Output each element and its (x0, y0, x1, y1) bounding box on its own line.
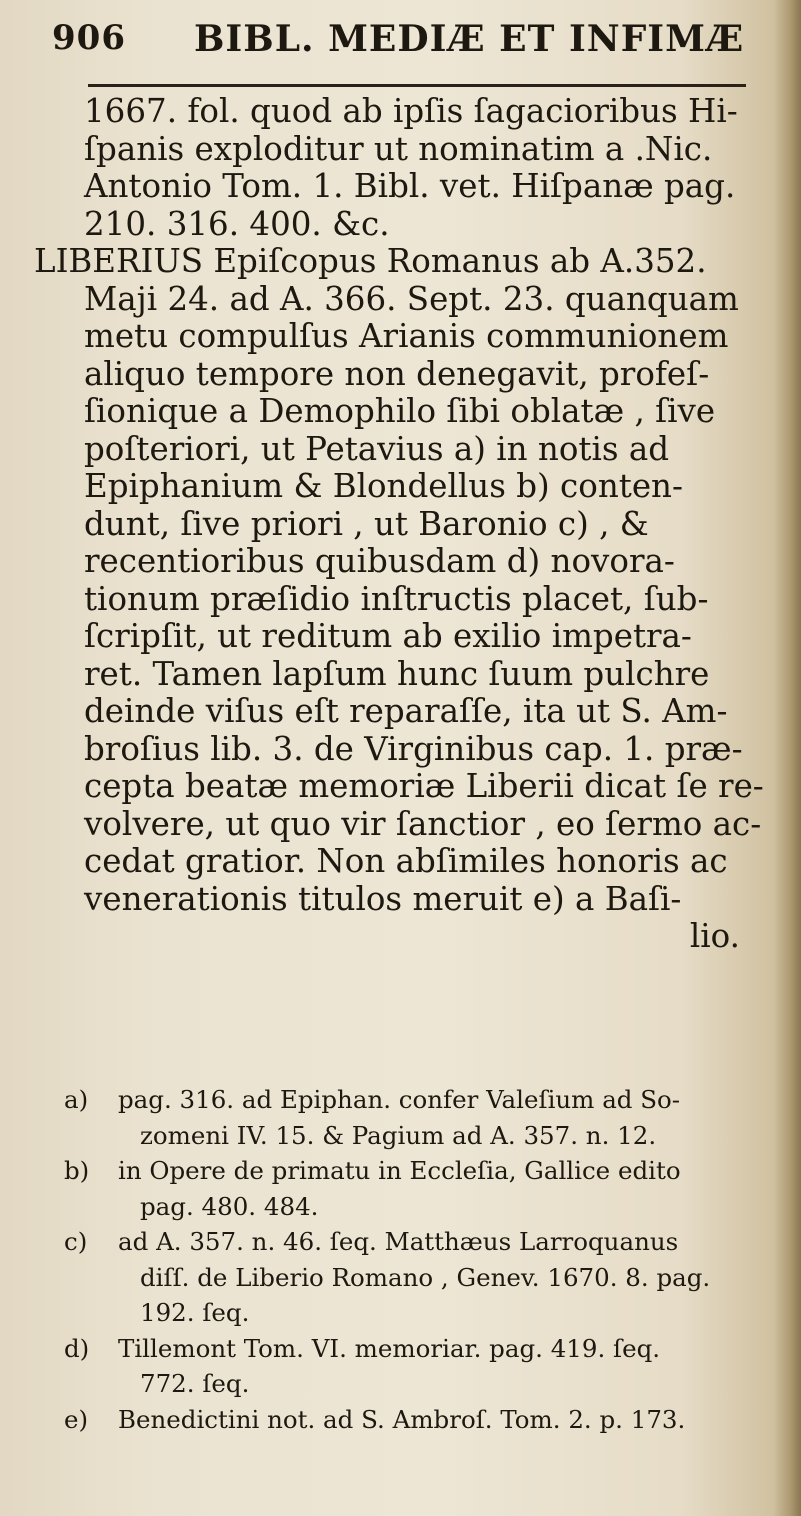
text-line: volvere, ut quo vir ſanctior , eo ſermo ac- (84, 804, 762, 843)
footnote-e (64, 1402, 764, 1438)
text-line: ſpanis exploditur ut nominatim a .Nic. (84, 129, 713, 168)
footnote-text: zomeni IV. 15. & Pagium ad A. 357. n. 12. (140, 1120, 657, 1150)
footnote-text: in Opere de primatu in Eccleſia, Gallice edito (118, 1156, 681, 1185)
text-line: 1667. fol. quod ab ipſis ſagacioribus Hi- (84, 92, 738, 130)
text-line-final: lio. (689, 917, 740, 955)
footnote-label: e) (64, 1404, 89, 1434)
header-rule (88, 84, 746, 87)
footnote-label: a) (64, 1085, 89, 1114)
page-edge-shadow (773, 0, 801, 1516)
footnote-a (64, 1082, 764, 1118)
footnotes (64, 1082, 764, 1437)
footnote-label: c) (64, 1227, 88, 1256)
text-line: deinde viſus eſt reparaſſe, ita ut S. Am- (84, 692, 728, 730)
footnote-label: d) (64, 1333, 90, 1363)
footnote-text: Tillemont Tom. VI. memoriar. pag. 419. ſeq. (118, 1333, 661, 1363)
footnote-d (64, 1331, 764, 1367)
footnote-text: diſſ. de Liberio Romano , Genev. 1670. 8. pag. (140, 1262, 711, 1292)
footnote-text: 192. ſeq. (140, 1298, 250, 1327)
page-number: 906 (52, 18, 126, 58)
text-line: ſionique a Demophilo ſibi oblatæ , ſive (84, 392, 716, 430)
text-line: ret. Tamen lapſum hunc ſuum pulchre (84, 654, 710, 693)
text-line: venerationis titulos meruit e) a Baſi- (84, 879, 682, 918)
text-line: dunt, ſive priori , ut Baronio c) , & (84, 504, 649, 543)
text-line: poſteriori, ut Petavius a) in notis ad (84, 429, 670, 468)
text-line: 210. 316. 400. &c. (84, 204, 390, 243)
footnote-text: pag. 480. 484. (140, 1191, 319, 1221)
text-line: broſius lib. 3. de Virginibus cap. 1. præ- (84, 729, 743, 768)
footnote-text: pag. 316. ad Epiphan. confer Valeſium ad So- (118, 1085, 681, 1114)
footnote-b (64, 1153, 764, 1189)
footnote-text: 772. ſeq. (140, 1369, 250, 1398)
text-line: Maji 24. ad A. 366. Sept. 23. quanquam (84, 279, 739, 318)
footnote-label: b) (64, 1156, 90, 1185)
text-line: Epiphanium & Blondellus b) conten- (84, 467, 683, 505)
footnote-text: Benedictini not. ad S. Ambroſ. Tom. 2. p. 173. (118, 1404, 686, 1434)
main-text (34, 92, 764, 956)
text-line: cedat gratior. Non abſimiles honoris ac (84, 842, 728, 880)
text-line: aliquo tempore non denegavit, profeſ- (84, 354, 710, 393)
text-line: cepta beatæ memoriæ Liberii dicat ſe re- (84, 767, 764, 805)
footnote-c (64, 1224, 764, 1260)
text-line: metu compulſus Arianis communionem (84, 317, 729, 355)
text-line: Antonio Tom. 1. Bibl. vet. Hiſpanæ pag. (84, 167, 736, 205)
footnote-text: ad A. 357. n. 46. ſeq. Matthæus Larroquanus (118, 1227, 679, 1256)
entry-heading-line: LIBERIUS Epiſcopus Romanus ab A.352. (34, 242, 707, 280)
running-head: BIBL. MEDIÆ ET INFIMÆ (194, 18, 745, 60)
page-header (52, 18, 752, 78)
text-line: ſcripſit, ut reditum ab exilio impetra- (84, 617, 692, 655)
text-line: recentioribus quibusdam d) novora- (84, 542, 675, 580)
text-line: tionum præſidio inſtructis placet, ſub- (84, 579, 709, 618)
